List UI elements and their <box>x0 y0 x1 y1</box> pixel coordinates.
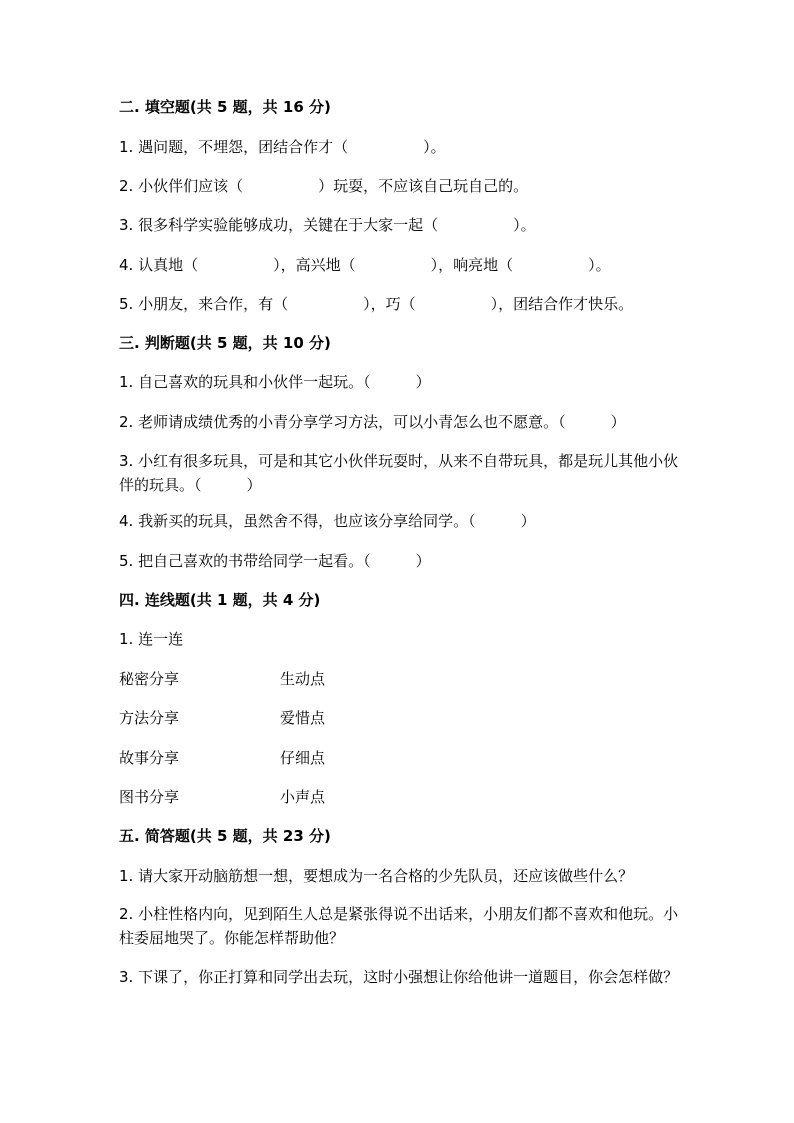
matching-question-1: 1. 连一连 <box>119 630 184 648</box>
section-heading-fill-in: 二. 填空题(共 5 题，共 16 分) <box>119 98 331 116</box>
matching-right-item: 爱惜点 <box>280 709 326 727</box>
judge-question-2: 2. 老师请成绩优秀的小青分享学习方法，可以小青怎么也不愿意。（ ） <box>119 413 626 431</box>
short-answer-question-3: 3. 下课了，你正打算和同学出去玩，这时小强想让你给他讲一道题目，你会怎样做？ <box>119 968 679 986</box>
matching-right-item: 小声点 <box>280 788 326 806</box>
fill-question-4: 4. 认真地（ ），高兴地（ ），响亮地（ ）。 <box>119 256 611 274</box>
judge-question-4: 4. 我新买的玩具，虽然舍不得，也应该分享给同学。（ ） <box>119 512 536 530</box>
section-heading-true-false: 三. 判断题(共 5 题，共 10 分) <box>119 334 331 352</box>
judge-question-1: 1. 自己喜欢的玩具和小伙伴一起玩。（ ） <box>119 373 431 391</box>
short-answer-question-2: 2. 小柱性格内向，见到陌生人总是紧张得说不出话来，小朋友们都不喜欢和他玩。小柱委屈地哭了。你能怎样帮助他？ <box>119 905 679 947</box>
matching-left-item: 方法分享 <box>119 709 180 727</box>
matching-right-item: 生动点 <box>280 670 326 688</box>
fill-question-5: 5. 小朋友，来合作，有（ ），巧（ ），团结合作才快乐。 <box>119 295 634 313</box>
short-answer-question-1: 1. 请大家开动脑筋想一想，要想成为一名合格的少先队员，还应该做些什么？ <box>119 867 634 885</box>
judge-question-5: 5. 把自己喜欢的书带给同学一起看。（ ） <box>119 552 431 570</box>
fill-question-3: 3. 很多科学实验能够成功，关键在于大家一起（ ）。 <box>119 216 536 234</box>
section-heading-short-answer: 五. 简答题(共 5 题，共 23 分) <box>119 827 331 845</box>
matching-left-item: 图书分享 <box>119 788 180 806</box>
matching-right-item: 仔细点 <box>280 749 326 767</box>
fill-question-1: 1. 遇问题，不埋怨，团结合作才（ ）。 <box>119 138 446 156</box>
judge-question-3: 3. 小红有很多玩具，可是和其它小伙伴玩耍时，从来不自带玩具，都是玩儿其他小伙伴的玩具。（ ） <box>119 452 679 494</box>
section-heading-matching: 四. 连线题(共 1 题，共 4 分) <box>119 591 321 609</box>
matching-left-item: 秘密分享 <box>119 670 180 688</box>
matching-left-item: 故事分享 <box>119 749 180 767</box>
fill-question-2: 2. 小伙伴们应该（ ）玩耍，不应该自己玩自己的。 <box>119 177 529 195</box>
